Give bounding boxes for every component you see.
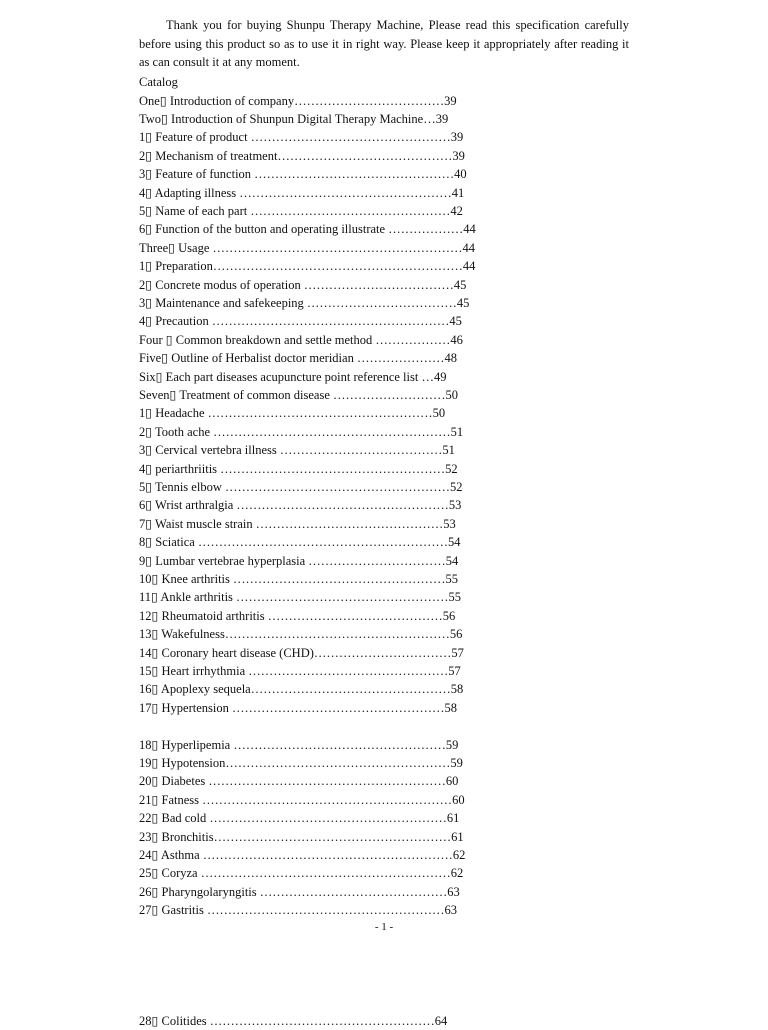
toc-entry: 19▯ Hypotension………………………………………………59: [139, 755, 463, 770]
toc-entry: 15▯ Heart irrhythmia …………………………………………57: [139, 663, 461, 678]
intro-paragraph: [139, 16, 629, 72]
toc-entry: 8▯ Sciatica ……………………………………………………54: [139, 535, 461, 550]
toc-entry: 7▯ Waist muscle strain ………………………………………53: [139, 516, 456, 531]
toc-entry: 23▯ Bronchitis…………………………………………………61: [139, 829, 464, 844]
intro-text: Thank you for buying Shunpu Therapy Machine, Please read this specification carefully before using this product so as to use it in right way. Please keep it appropriately after reading it as can consult it at any moment.: [139, 18, 629, 70]
toc-entry: 6▯ Function of the button and operating illustrate ………………44: [139, 222, 476, 237]
toc-entry: 1▯ Feature of product …………………………………………39: [139, 130, 464, 145]
toc-entry: 5▯ Name of each part …………………………………………42: [139, 203, 463, 218]
toc-entry: 20▯ Diabetes …………………………………………………60: [139, 774, 459, 789]
toc-entry: 2▯ Mechanism of treatment……………………………………39: [139, 148, 465, 163]
toc-entry: Four ▯ Common breakdown and settle method ………………46: [139, 332, 463, 347]
toc-entry: 11▯ Ankle arthritis ……………………………………………55: [139, 590, 462, 605]
toc-entry: 5▯ Tennis elbow ………………………………………………52: [139, 479, 463, 494]
toc-entry: 21▯ Fatness ……………………………………………………60: [139, 792, 465, 807]
toc-entry: 3▯ Feature of function …………………………………………40: [139, 167, 467, 182]
toc-entry: 4▯ periarthriitis ………………………………………………52: [139, 461, 458, 476]
toc-entry: 1▯ Preparation……………………………………………………44: [139, 259, 476, 274]
toc-entry: 3▯ Maintenance and safekeeping ………………………………45: [139, 295, 470, 310]
toc-entry: 2▯ Tooth ache …………………………………………………51: [139, 424, 464, 439]
toc-entry: 26▯ Pharyngolaryngitis ………………………………………63: [139, 884, 460, 899]
toc-entry: 22▯ Bad cold …………………………………………………61: [139, 811, 460, 826]
toc-entry: Two▯ Introduction of Shunpun Digital Therapy Machine…39: [139, 111, 449, 126]
toc-entry: Seven▯ Treatment of common disease ………………………50: [139, 387, 459, 402]
toc-entry: 12▯ Rheumatoid arthritis ……………………………………56: [139, 608, 456, 623]
toc-entry: 25▯ Coryza ……………………………………………………62: [139, 866, 464, 881]
toc-entry: 16▯ Apoplexy sequela…………………………………………58: [139, 682, 464, 697]
catalog-heading: Catalog: [139, 75, 178, 89]
toc-entry: 3▯ Cervical vertebra illness …………………………………51: [139, 443, 455, 458]
toc-entry: Five▯ Outline of Herbalist doctor meridian …………………48: [139, 351, 457, 366]
toc-entry: One▯ Introduction of company………………………………39: [139, 93, 457, 108]
toc-entry: 13▯ Wakefulness………………………………………………56: [139, 627, 463, 642]
toc-entry: 2▯ Concrete modus of operation ………………………………45: [139, 277, 467, 292]
toc-entry: 24▯ Asthma ……………………………………………………62: [139, 847, 466, 862]
toc-entry: Six▯ Each part diseases acupuncture point reference list …49: [139, 369, 447, 384]
toc-entry: 17▯ Hypertension ……………………………………………58: [139, 700, 457, 715]
toc-entry: 18▯ Hyperlipemia ……………………………………………59: [139, 737, 459, 752]
toc-entry: 14▯ Coronary heart disease (CHD)……………………………57: [139, 645, 464, 660]
toc-entry: 6▯ Wrist arthralgia ……………………………………………53: [139, 498, 462, 513]
toc-entry: 4▯ Adapting illness ……………………………………………41: [139, 185, 465, 200]
toc-entry: 10▯ Knee arthritis ……………………………………………55: [139, 571, 459, 586]
toc-entry: 1▯ Headache ………………………………………………50: [139, 406, 446, 421]
toc-entry: Three▯ Usage ……………………………………………………44: [139, 240, 476, 255]
toc-entry: 9▯ Lumbar vertebrae hyperplasia ……………………………54: [139, 553, 459, 568]
page-number: - 1 -: [374, 921, 394, 933]
toc-entry: 4▯ Precaution …………………………………………………45: [139, 314, 462, 329]
next-page-toc-line: 28▯ Colitides ………………………………………………64: [139, 1014, 448, 1028]
toc-entry: 27▯ Gastritis …………………………………………………63: [139, 903, 457, 918]
